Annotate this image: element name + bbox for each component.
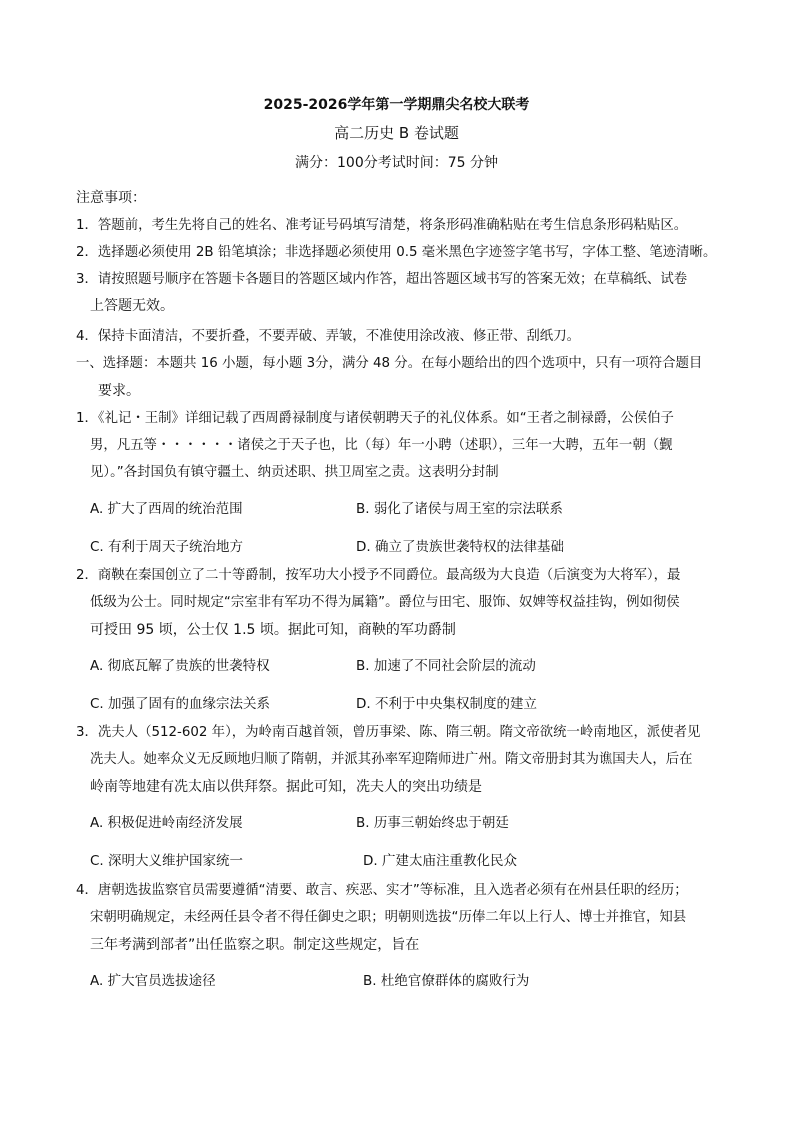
q2-stem-line-2: 低级为公士。同时规定“宗室非有军功不得为属籍”。爵位与田宅、服饰、奴婢等权益挂钩，例如彻侯 — [90, 595, 680, 610]
q2-stem-line-1: 2．商鞅在秦国创立了二十等爵制，按军功大小授予不同爵位。最高级为大良造（后演变为大将军），最 — [76, 568, 681, 583]
q4-option-b: B. 杜绝官僚群体的腐败行为 — [363, 973, 530, 989]
exam-subtitle: 高二历史 B 卷试题 — [334, 124, 459, 142]
q4-option-a: A. 扩大官员选拔途径 — [90, 973, 216, 989]
q2-option-b: B. 加速了不同社会阶层的流动 — [356, 658, 536, 674]
notice-item-3-line-2: 上答题无效。 — [90, 298, 174, 314]
q3-option-a: A. 积极促进岭南经济发展 — [90, 815, 243, 831]
q3-stem-line-1: 3．冼夫人（512-602 年），为岭南百越首领，曾历事梁、陈、隋三朝。隋文帝欲统一岭南地区，派使者见 — [76, 725, 701, 740]
q1-option-b: B. 弱化了诸侯与周王室的宗法联系 — [356, 501, 563, 517]
q1-stem-line-1: 1．《礼记・王制》详细记载了西周爵禄制度与诸侯朝聘天子的礼仪体系。如“王者之制禄爵，公侯伯子 — [76, 411, 674, 426]
notice-item-1: 1．答题前，考生先将自己的姓名、准考证号码填写清楚，将条形码准确粘贴在考生信息条形码粘贴区。 — [76, 218, 688, 233]
q3-stem-line-3: 岭南等地建有冼太庙以供拜祭。据此可知，冼夫人的突出功绩是 — [90, 779, 482, 795]
q3-option-d: D. 广建太庙注重教化民众 — [363, 853, 517, 869]
notice-heading: 注意事项： — [76, 190, 146, 206]
q2-option-d: D. 不利于中央集权制度的建立 — [356, 696, 537, 712]
section-1-instructions-line-2: 要求。 — [98, 383, 140, 399]
q3-stem-line-2: 冼夫人。她率众义无反顾地归顺了隋朝，并派其孙率军迎隋师进广州。隋文帝册封其为谯国夫人，后在 — [90, 752, 693, 767]
notice-item-2: 2．选择题必须使用 2B 铅笔填涂；非选择题必须使用 0.5 毫米黑色字迹签字笔书写，字体工整、笔迹清晰。 — [76, 245, 717, 260]
score-time-line: 满分：100分考试时间：75 分钟 — [295, 155, 498, 171]
notice-item-4: 4．保持卡面清洁，不要折叠，不要弄破、弄皱，不准使用涂改液、修正带、刮纸刀。 — [76, 329, 580, 344]
q1-option-c: C. 有利于周天子统治地方 — [90, 539, 244, 555]
q2-stem-line-3: 可授田 95 顷，公士仅 1.5 顷。据此可知，商鞅的军功爵制 — [90, 622, 456, 638]
q2-option-a: A. 彻底瓦解了贵族的世袭特权 — [90, 658, 270, 674]
q3-option-b: B. 历事三朝始终忠于朝廷 — [356, 815, 509, 831]
q1-option-d: D. 确立了贵族世袭特权的法律基础 — [356, 539, 564, 555]
section-1-instructions-line-1: 一、选择题：本题共 16 小题，每小题 3分，满分 48 分。在每小题给出的四个选项中，只有一项符合题目 — [76, 356, 703, 371]
q4-stem-line-2: 宋朝明确规定，未经两任县令者不得任御史之职；明朝则选拔“历俸二年以上行人、博士并推官，知县 — [90, 910, 687, 925]
q4-stem-line-3: 三年考满到部者”出任监察之职。制定这些规定，旨在 — [90, 937, 420, 953]
notice-item-3-line-1: 3．请按照题号顺序在答题卡各题目的答题区域内作答，超出答题区域书写的答案无效；在草稿纸、试卷 — [76, 272, 688, 287]
q3-option-c: C. 深明大义维护国家统一 — [90, 853, 244, 869]
q1-option-a: A. 扩大了西周的统治范围 — [90, 501, 243, 517]
q2-option-c: C. 加强了固有的血缘宗法关系 — [90, 696, 271, 712]
q1-stem-line-3: 见）。”各封国负有镇守疆土、纳贡述职、拱卫周室之责。这表明分封制 — [90, 465, 499, 480]
q4-stem-line-1: 4．唐朝选拔监察官员需要遵循“清要、敢言、疾恶、实才”等标准，且入选者必须有在州县任职的经历； — [76, 883, 688, 898]
q1-stem-line-2: 男，凡五等・・・・・・诸侯之于天子也，比（每）年一小聘（述职），三年一大聘，五年一朝（觐 — [90, 438, 673, 453]
exam-title: 2025-2026学年第一学期鼎尖名校大联考 — [263, 97, 530, 113]
